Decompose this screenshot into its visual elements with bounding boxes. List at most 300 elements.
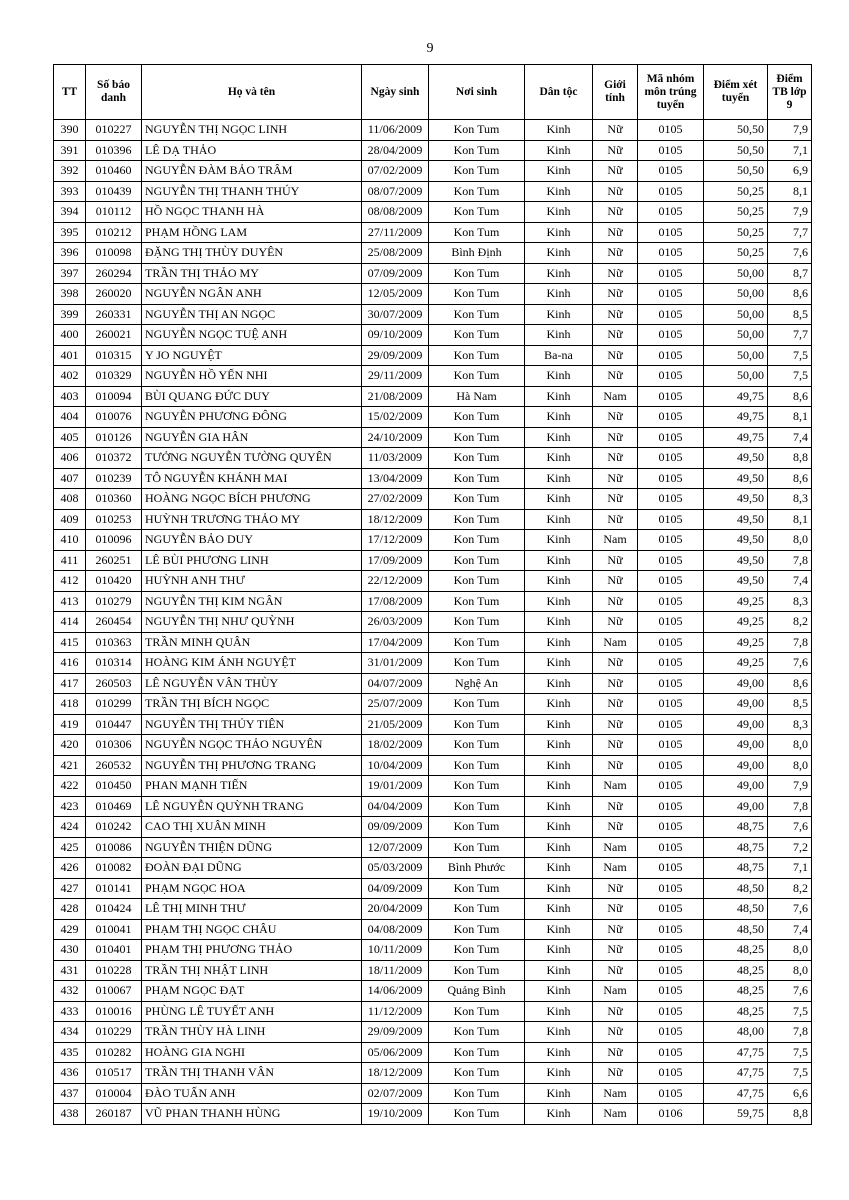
cell-subject-group-code: 0105 [638,1063,704,1084]
cell-full-name: HOÀNG NGỌC BÍCH PHƯƠNG [142,489,362,510]
cell-admission-score: 49,50 [704,509,768,530]
cell-ethnicity: Kinh [525,591,593,612]
header-full-name: Họ và tên [142,65,362,120]
cell-birth-place: Kon Tum [429,222,525,243]
cell-admission-score: 49,00 [704,673,768,694]
cell-birth-place: Kon Tum [429,796,525,817]
cell-subject-group-code: 0105 [638,468,704,489]
cell-gender: Nữ [593,181,638,202]
cell-gender: Nữ [593,202,638,223]
cell-full-name: PHẠM HỒNG LAM [142,222,362,243]
cell-birth-place: Kon Tum [429,304,525,325]
cell-ethnicity: Kinh [525,858,593,879]
cell-full-name: ĐẶNG THỊ THÙY DUYÊN [142,243,362,264]
cell-ethnicity: Kinh [525,181,593,202]
cell-ethnicity: Kinh [525,776,593,797]
cell-full-name: NGUYỄN ĐÀM BẢO TRÂM [142,161,362,182]
cell-ethnicity: Kinh [525,1001,593,1022]
cell-grade9-average: 6,6 [768,1083,812,1104]
cell-candidate-number: 010420 [86,571,142,592]
table-row [54,899,812,920]
cell-gender: Nữ [593,284,638,305]
cell-ethnicity: Kinh [525,714,593,735]
cell-birth-date: 12/07/2009 [362,837,429,858]
cell-full-name: TRẦN THỊ BÍCH NGỌC [142,694,362,715]
cell-tt: 391 [54,140,86,161]
cell-grade9-average: 7,4 [768,919,812,940]
cell-tt: 396 [54,243,86,264]
cell-candidate-number: 010306 [86,735,142,756]
cell-admission-score: 50,00 [704,325,768,346]
cell-tt: 419 [54,714,86,735]
cell-birth-place: Kon Tum [429,878,525,899]
page-number: 9 [426,41,434,56]
cell-subject-group-code: 0105 [638,981,704,1002]
cell-subject-group-code: 0105 [638,345,704,366]
cell-birth-place: Kon Tum [429,263,525,284]
table-row [54,858,812,879]
cell-grade9-average: 8,3 [768,489,812,510]
table-row [54,325,812,346]
cell-admission-score: 48,75 [704,837,768,858]
cell-birth-place: Kon Tum [429,161,525,182]
cell-gender: Nữ [593,448,638,469]
cell-candidate-number: 260021 [86,325,142,346]
table-row [54,960,812,981]
cell-gender: Nữ [593,796,638,817]
cell-ethnicity: Kinh [525,919,593,940]
cell-grade9-average: 8,0 [768,960,812,981]
cell-grade9-average: 8,8 [768,448,812,469]
cell-tt: 401 [54,345,86,366]
cell-subject-group-code: 0105 [638,837,704,858]
cell-candidate-number: 010279 [86,591,142,612]
cell-tt: 438 [54,1104,86,1125]
cell-tt: 427 [54,878,86,899]
cell-birth-date: 04/07/2009 [362,673,429,694]
cell-tt: 393 [54,181,86,202]
cell-tt: 437 [54,1083,86,1104]
table-row [54,612,812,633]
cell-birth-date: 21/08/2009 [362,386,429,407]
cell-subject-group-code: 0105 [638,120,704,141]
cell-candidate-number: 010086 [86,837,142,858]
cell-admission-score: 50,00 [704,263,768,284]
cell-tt: 415 [54,632,86,653]
cell-gender: Nữ [593,817,638,838]
cell-candidate-number: 260187 [86,1104,142,1125]
cell-grade9-average: 7,5 [768,1001,812,1022]
cell-birth-place: Kon Tum [429,919,525,940]
cell-subject-group-code: 0105 [638,140,704,161]
cell-full-name: LÊ THỊ MINH THƯ [142,899,362,920]
cell-grade9-average: 8,6 [768,284,812,305]
cell-gender: Nữ [593,919,638,940]
cell-tt: 402 [54,366,86,387]
cell-full-name: HỒ NGỌC THANH HÀ [142,202,362,223]
table-row [54,591,812,612]
cell-ethnicity: Kinh [525,632,593,653]
cell-ethnicity: Kinh [525,612,593,633]
cell-grade9-average: 8,7 [768,263,812,284]
cell-birth-place: Kon Tum [429,366,525,387]
cell-birth-place: Kon Tum [429,940,525,961]
cell-ethnicity: Kinh [525,509,593,530]
table-body [54,120,812,1125]
cell-gender: Nữ [593,694,638,715]
cell-birth-place: Kon Tum [429,345,525,366]
cell-candidate-number: 260503 [86,673,142,694]
cell-birth-date: 11/12/2009 [362,1001,429,1022]
cell-tt: 400 [54,325,86,346]
cell-grade9-average: 8,1 [768,509,812,530]
cell-full-name: HOÀNG GIA NGHI [142,1042,362,1063]
cell-birth-date: 29/11/2009 [362,366,429,387]
cell-admission-score: 49,25 [704,612,768,633]
cell-grade9-average: 7,9 [768,202,812,223]
cell-birth-date: 27/11/2009 [362,222,429,243]
cell-ethnicity: Kinh [525,673,593,694]
cell-birth-place: Kon Tum [429,284,525,305]
table-row [54,222,812,243]
cell-gender: Nữ [593,120,638,141]
cell-ethnicity: Kinh [525,140,593,161]
cell-subject-group-code: 0105 [638,448,704,469]
cell-candidate-number: 010098 [86,243,142,264]
cell-grade9-average: 8,6 [768,468,812,489]
cell-admission-score: 49,50 [704,468,768,489]
cell-birth-date: 05/03/2009 [362,858,429,879]
cell-gender: Nữ [593,550,638,571]
cell-birth-place: Kon Tum [429,181,525,202]
cell-admission-score: 49,25 [704,632,768,653]
cell-full-name: NGUYỄN THỊ THANH THÚY [142,181,362,202]
cell-admission-score: 48,50 [704,899,768,920]
cell-gender: Nam [593,632,638,653]
cell-tt: 397 [54,263,86,284]
cell-admission-score: 48,75 [704,817,768,838]
cell-full-name: LÊ BÙI PHƯƠNG LINH [142,550,362,571]
table-row [54,755,812,776]
cell-tt: 411 [54,550,86,571]
cell-candidate-number: 010094 [86,386,142,407]
cell-subject-group-code: 0105 [638,263,704,284]
cell-birth-place: Kon Tum [429,1042,525,1063]
cell-tt: 390 [54,120,86,141]
cell-birth-place: Kon Tum [429,1104,525,1125]
cell-admission-score: 49,75 [704,407,768,428]
cell-birth-date: 09/10/2009 [362,325,429,346]
cell-candidate-number: 010360 [86,489,142,510]
cell-birth-date: 07/02/2009 [362,161,429,182]
cell-subject-group-code: 0105 [638,325,704,346]
cell-tt: 429 [54,919,86,940]
cell-subject-group-code: 0105 [638,940,704,961]
header-tt: TT [54,65,86,120]
cell-gender: Nữ [593,263,638,284]
cell-subject-group-code: 0105 [638,776,704,797]
cell-ethnicity: Kinh [525,243,593,264]
cell-birth-place: Kon Tum [429,550,525,571]
cell-grade9-average: 7,6 [768,981,812,1002]
cell-gender: Nữ [593,878,638,899]
cell-gender: Nữ [593,591,638,612]
cell-full-name: NGUYỄN THỊ THỦY TIÊN [142,714,362,735]
cell-birth-place: Kon Tum [429,694,525,715]
cell-grade9-average: 7,8 [768,796,812,817]
cell-subject-group-code: 0105 [638,181,704,202]
cell-birth-date: 12/05/2009 [362,284,429,305]
cell-birth-place: Kon Tum [429,140,525,161]
cell-ethnicity: Kinh [525,489,593,510]
cell-full-name: PHÙNG LÊ TUYẾT ANH [142,1001,362,1022]
cell-birth-date: 21/05/2009 [362,714,429,735]
cell-admission-score: 48,25 [704,940,768,961]
cell-birth-place: Kon Tum [429,468,525,489]
cell-tt: 408 [54,489,86,510]
cell-full-name: TƯỞNG NGUYỄN TƯỜNG QUYÊN [142,448,362,469]
table-row [54,878,812,899]
cell-birth-place: Quảng Bình [429,981,525,1002]
table-row [54,407,812,428]
cell-ethnicity: Kinh [525,1042,593,1063]
cell-admission-score: 48,25 [704,981,768,1002]
cell-birth-place: Kon Tum [429,776,525,797]
cell-admission-score: 50,50 [704,161,768,182]
cell-admission-score: 49,00 [704,694,768,715]
cell-birth-place: Kon Tum [429,120,525,141]
table-row [54,940,812,961]
cell-ethnicity: Kinh [525,960,593,981]
cell-tt: 414 [54,612,86,633]
table-row [54,1042,812,1063]
cell-gender: Nữ [593,489,638,510]
cell-grade9-average: 8,5 [768,694,812,715]
cell-birth-place: Kon Tum [429,899,525,920]
cell-birth-place: Kon Tum [429,407,525,428]
table-row [54,673,812,694]
cell-ethnicity: Kinh [525,550,593,571]
table-row [54,509,812,530]
cell-admission-score: 49,50 [704,550,768,571]
cell-grade9-average: 8,2 [768,612,812,633]
cell-birth-place: Nghệ An [429,673,525,694]
cell-full-name: NGUYỄN THỊ PHƯƠNG TRANG [142,755,362,776]
cell-ethnicity: Kinh [525,161,593,182]
table-row [54,1001,812,1022]
cell-birth-place: Kon Tum [429,489,525,510]
table-row [54,735,812,756]
cell-full-name: ĐOÀN ĐẠI DŨNG [142,858,362,879]
table-row [54,776,812,797]
cell-subject-group-code: 0105 [638,243,704,264]
cell-gender: Nữ [593,509,638,530]
cell-tt: 398 [54,284,86,305]
table-row [54,243,812,264]
cell-full-name: NGUYỄN NGỌC THẢO NGUYÊN [142,735,362,756]
cell-birth-date: 09/09/2009 [362,817,429,838]
cell-tt: 395 [54,222,86,243]
cell-admission-score: 50,25 [704,202,768,223]
cell-birth-date: 17/04/2009 [362,632,429,653]
cell-tt: 424 [54,817,86,838]
cell-birth-place: Kon Tum [429,735,525,756]
header-candidate-number: Số báo danh [86,65,142,120]
cell-candidate-number: 260020 [86,284,142,305]
cell-birth-date: 31/01/2009 [362,653,429,674]
cell-admission-score: 49,00 [704,714,768,735]
cell-grade9-average: 7,2 [768,837,812,858]
cell-ethnicity: Kinh [525,427,593,448]
cell-grade9-average: 8,1 [768,181,812,202]
cell-full-name: NGUYỄN THỊ AN NGỌC [142,304,362,325]
cell-full-name: HUỲNH TRƯƠNG THẢO MY [142,509,362,530]
cell-gender: Nữ [593,960,638,981]
cell-grade9-average: 7,9 [768,120,812,141]
cell-subject-group-code: 0105 [638,489,704,510]
cell-birth-date: 18/12/2009 [362,1063,429,1084]
cell-subject-group-code: 0105 [638,222,704,243]
table-row [54,837,812,858]
cell-ethnicity: Kinh [525,796,593,817]
cell-birth-date: 02/07/2009 [362,1083,429,1104]
cell-birth-date: 18/11/2009 [362,960,429,981]
cell-grade9-average: 8,3 [768,591,812,612]
cell-subject-group-code: 0105 [638,878,704,899]
cell-birth-date: 30/07/2009 [362,304,429,325]
table-row [54,632,812,653]
cell-gender: Nữ [593,1063,638,1084]
cell-candidate-number: 010253 [86,509,142,530]
cell-grade9-average: 7,6 [768,653,812,674]
cell-ethnicity: Kinh [525,755,593,776]
cell-subject-group-code: 0105 [638,796,704,817]
cell-tt: 406 [54,448,86,469]
cell-candidate-number: 260294 [86,263,142,284]
cell-admission-score: 49,00 [704,735,768,756]
cell-admission-score: 50,00 [704,345,768,366]
cell-birth-place: Kon Tum [429,837,525,858]
table-row [54,1063,812,1084]
cell-gender: Nữ [593,653,638,674]
cell-tt: 423 [54,796,86,817]
cell-birth-date: 08/07/2009 [362,181,429,202]
cell-full-name: LÊ NGUYỄN QUỲNH TRANG [142,796,362,817]
table-row [54,161,812,182]
cell-candidate-number: 010212 [86,222,142,243]
cell-subject-group-code: 0105 [638,714,704,735]
cell-full-name: TÔ NGUYỄN KHÁNH MAI [142,468,362,489]
cell-gender: Nam [593,1104,638,1125]
cell-candidate-number: 010067 [86,981,142,1002]
cell-subject-group-code: 0105 [638,612,704,633]
cell-subject-group-code: 0105 [638,755,704,776]
cell-birth-date: 14/06/2009 [362,981,429,1002]
cell-candidate-number: 010315 [86,345,142,366]
cell-ethnicity: Kinh [525,386,593,407]
cell-admission-score: 49,25 [704,591,768,612]
cell-subject-group-code: 0105 [638,960,704,981]
cell-tt: 399 [54,304,86,325]
cell-subject-group-code: 0105 [638,1022,704,1043]
cell-grade9-average: 8,0 [768,530,812,551]
cell-admission-score: 50,00 [704,304,768,325]
cell-admission-score: 48,00 [704,1022,768,1043]
cell-gender: Nam [593,776,638,797]
cell-gender: Nữ [593,940,638,961]
cell-grade9-average: 8,3 [768,714,812,735]
cell-admission-score: 49,50 [704,489,768,510]
cell-tt: 392 [54,161,86,182]
cell-birth-place: Kon Tum [429,714,525,735]
cell-birth-date: 13/04/2009 [362,468,429,489]
cell-birth-date: 25/07/2009 [362,694,429,715]
cell-full-name: NGUYỄN THỊ NGỌC LINH [142,120,362,141]
cell-full-name: PHẠM NGỌC ĐẠT [142,981,362,1002]
cell-gender: Nữ [593,140,638,161]
cell-subject-group-code: 0105 [638,632,704,653]
cell-birth-place: Kon Tum [429,202,525,223]
cell-tt: 405 [54,427,86,448]
cell-candidate-number: 010299 [86,694,142,715]
cell-candidate-number: 010239 [86,468,142,489]
cell-gender: Nữ [593,714,638,735]
cell-candidate-number: 010401 [86,940,142,961]
header-ethnicity: Dân tộc [525,65,593,120]
cell-birth-place: Kon Tum [429,1022,525,1043]
cell-subject-group-code: 0105 [638,735,704,756]
cell-subject-group-code: 0105 [638,284,704,305]
cell-admission-score: 49,50 [704,448,768,469]
cell-candidate-number: 260532 [86,755,142,776]
cell-grade9-average: 7,6 [768,817,812,838]
cell-grade9-average: 8,1 [768,407,812,428]
table-row [54,817,812,838]
cell-candidate-number: 010372 [86,448,142,469]
cell-subject-group-code: 0105 [638,591,704,612]
cell-ethnicity: Kinh [525,653,593,674]
cell-candidate-number: 010396 [86,140,142,161]
cell-full-name: TRẦN THỊ THANH VÂN [142,1063,362,1084]
cell-ethnicity: Kinh [525,284,593,305]
cell-ethnicity: Kinh [525,878,593,899]
cell-birth-place: Kon Tum [429,591,525,612]
cell-grade9-average: 8,0 [768,755,812,776]
cell-grade9-average: 7,9 [768,776,812,797]
cell-tt: 434 [54,1022,86,1043]
cell-full-name: NGUYỄN BẢO DUY [142,530,362,551]
cell-candidate-number: 010041 [86,919,142,940]
cell-gender: Nam [593,858,638,879]
cell-tt: 394 [54,202,86,223]
cell-birth-place: Kon Tum [429,1063,525,1084]
cell-gender: Nữ [593,304,638,325]
cell-candidate-number: 010439 [86,181,142,202]
cell-birth-date: 10/04/2009 [362,755,429,776]
cell-birth-date: 04/08/2009 [362,919,429,940]
cell-gender: Nữ [593,612,638,633]
cell-candidate-number: 010447 [86,714,142,735]
cell-full-name: NGUYỄN THIỆN DŨNG [142,837,362,858]
cell-gender: Nữ [593,735,638,756]
cell-full-name: TRẦN MINH QUÂN [142,632,362,653]
cell-birth-date: 29/09/2009 [362,1022,429,1043]
cell-tt: 403 [54,386,86,407]
cell-candidate-number: 010016 [86,1001,142,1022]
cell-birth-date: 19/10/2009 [362,1104,429,1125]
cell-full-name: HOÀNG KIM ÁNH NGUYỆT [142,653,362,674]
cell-grade9-average: 6,9 [768,161,812,182]
